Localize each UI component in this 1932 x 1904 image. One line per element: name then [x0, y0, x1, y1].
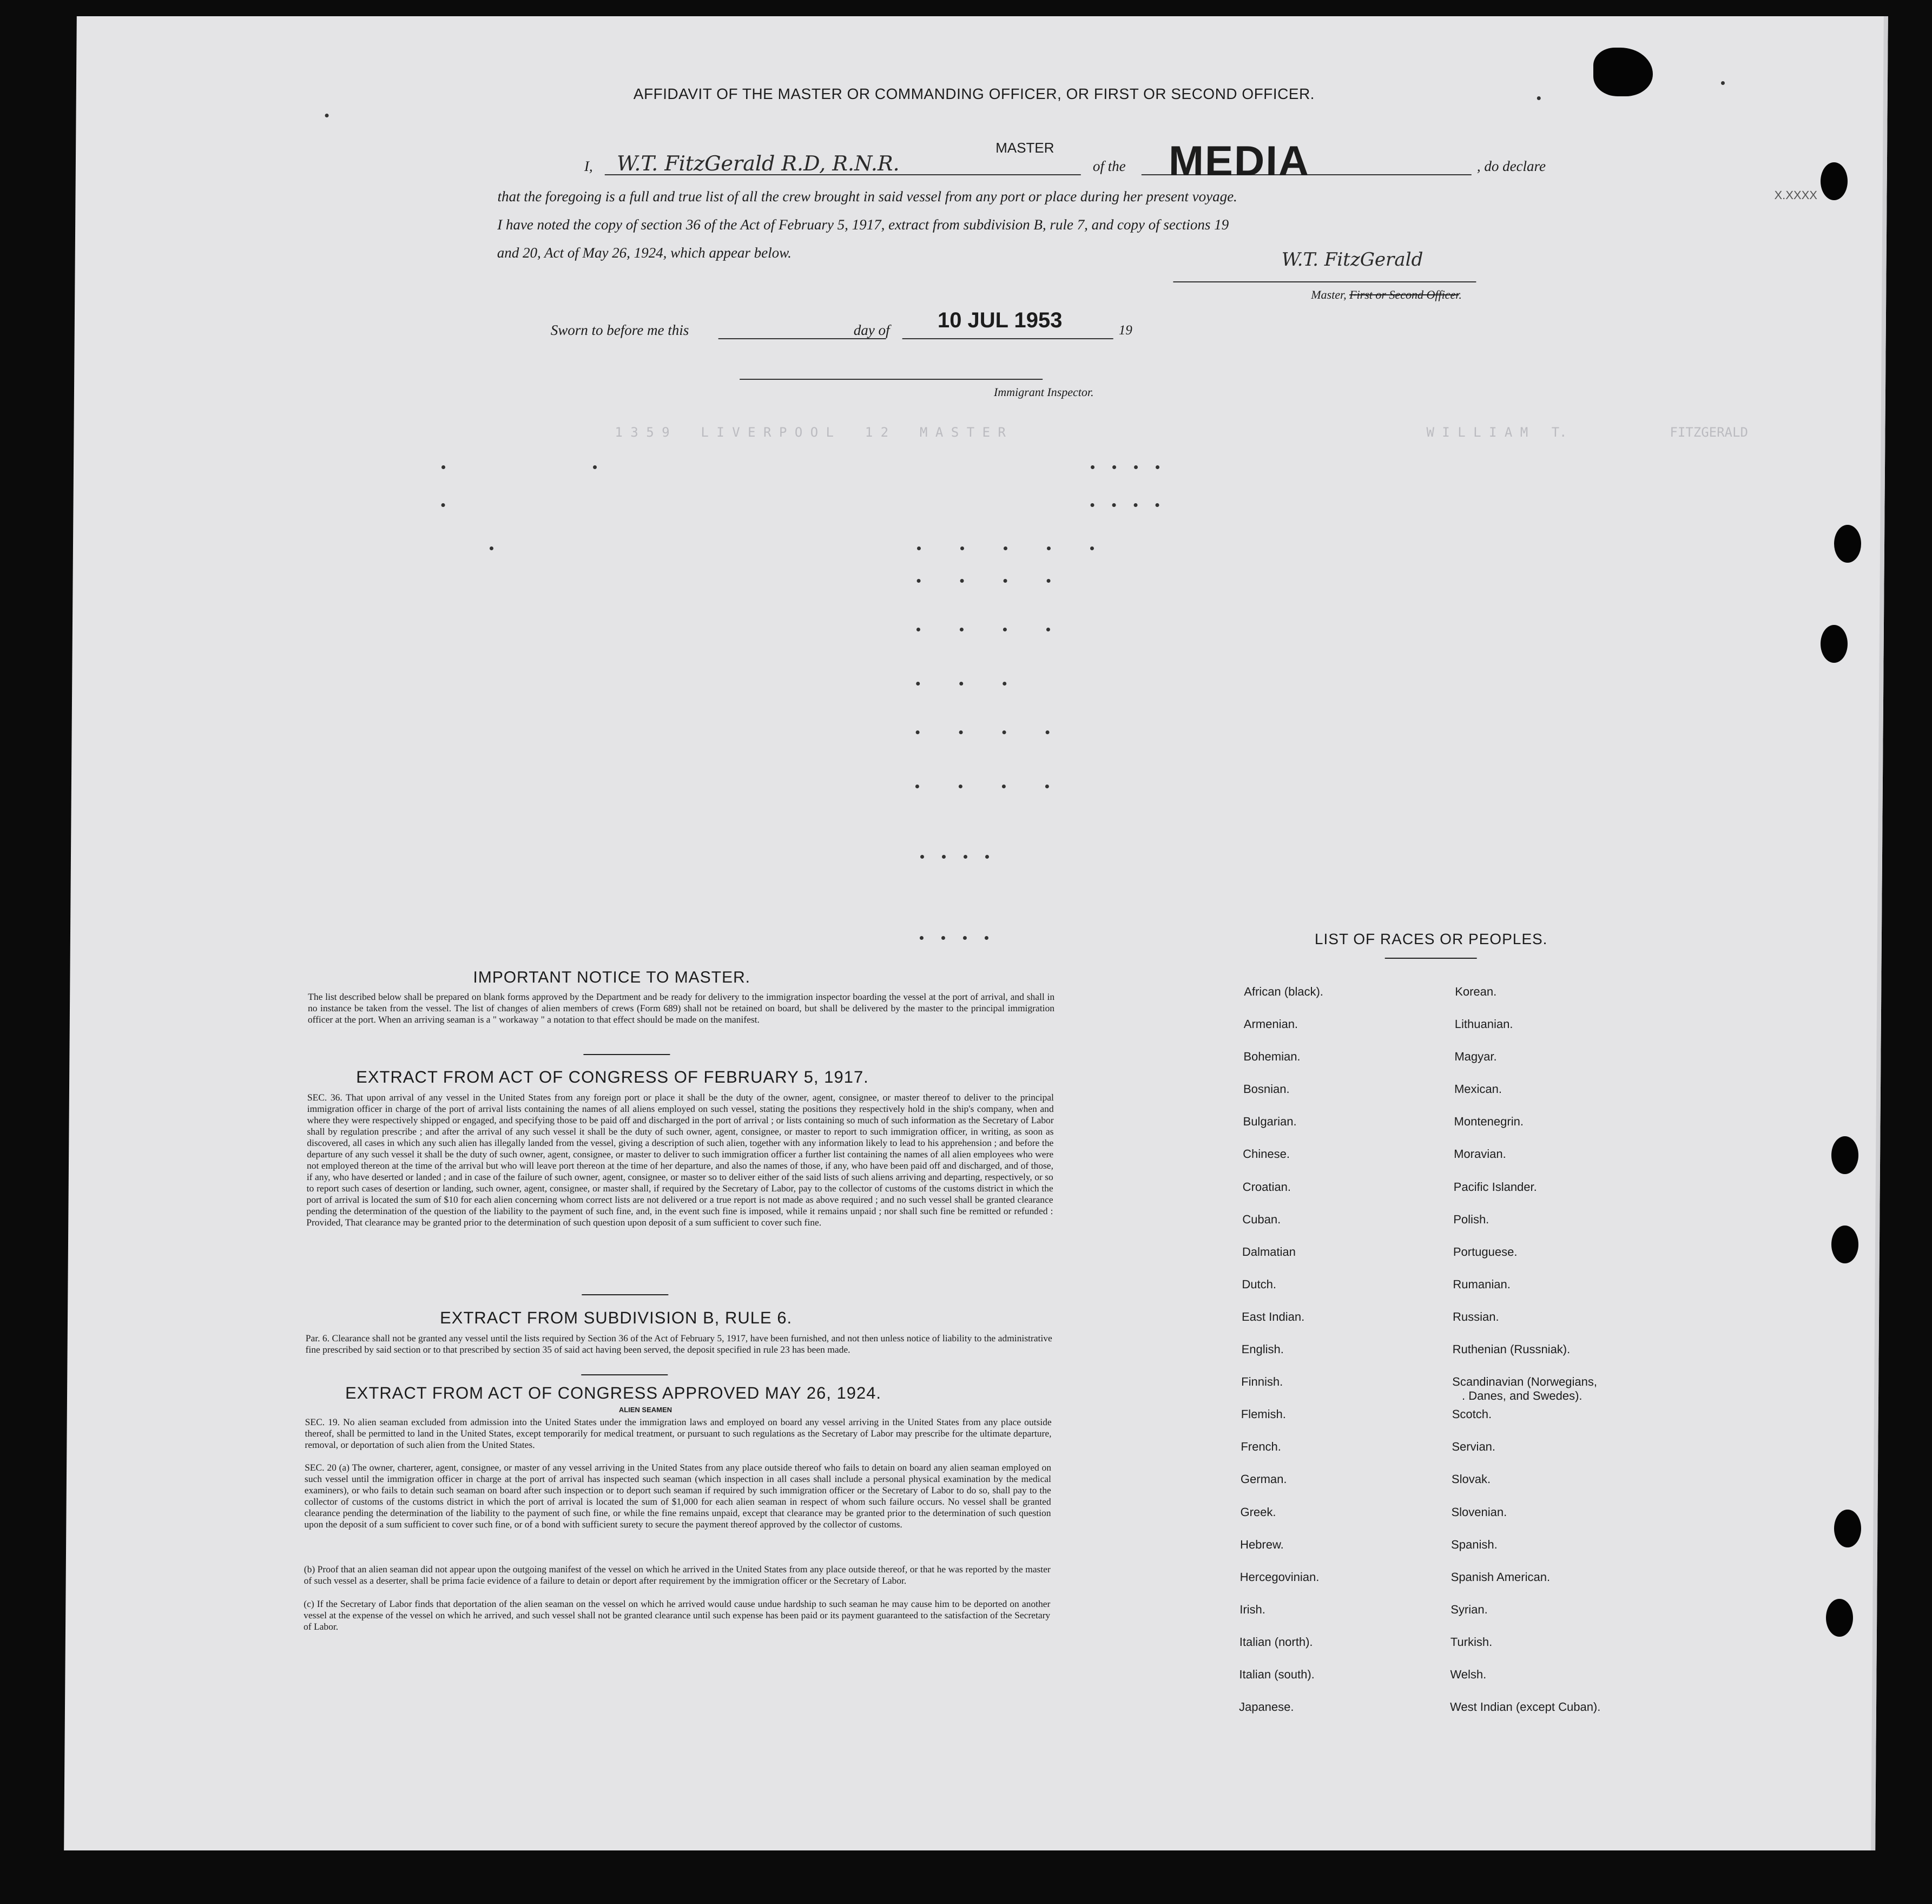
race-item: African (black). — [1244, 985, 1324, 998]
extract-1917-heading: EXTRACT FROM ACT OF CONGRESS OF FEBRUARY 5, 1917. — [356, 1068, 869, 1086]
race-item: Finnish. — [1241, 1375, 1283, 1389]
year-prefix: 19 — [1118, 323, 1132, 338]
signature-caption — [1311, 288, 1462, 302]
race-item: Bohemian. — [1243, 1050, 1301, 1064]
race-item: Polish. — [1453, 1212, 1489, 1226]
notice-heading: IMPORTANT NOTICE TO MASTER. — [473, 969, 751, 986]
extract-1924-sec19: SEC. 19. No alien seaman excluded from admission into the United States under the immigration laws and employed on board any vessel arriving in the United States from any place outside thereof, shall be permitted to land in the United States, except temporarily for medical treatment, or pursuant to such regulations as the Secretary of Labor may prescribe for the ultimate departure, removal, or deportation of such alien from the United States. — [305, 1417, 1052, 1450]
sworn-label: Sworn to before me this — [550, 322, 689, 338]
day-of-label: day of — [853, 322, 890, 338]
binder-hole — [1831, 1136, 1858, 1174]
race-item: Chinese. — [1243, 1147, 1290, 1161]
bleed-through-row: 1 3 5 9 L I V E R P O O L 1 2 M A S T E R — [615, 425, 1006, 440]
affidavit-line-2: that the foregoing is a full and true list of all the crew brought in said vessel from any port or place during her present voyage. — [497, 188, 1237, 205]
race-item: Pacific Islander. — [1453, 1180, 1537, 1194]
race-item: Ruthenian (Russniak). — [1452, 1342, 1571, 1356]
race-item: German. — [1240, 1472, 1287, 1486]
races-right-column — [1450, 985, 1606, 1732]
extract-1924-sec20b: (b) Proof that an alien seaman did not appear upon the outgoing manifest of the vessel on which he arrived in the United States from any place outside thereof, or that he was reported by the master of such vessel as a deserter, shall be prima facie evidence of a failure to detain or deport after requirement by the immigration officer or the Secretary of Labor. — [304, 1564, 1051, 1586]
race-item: Scotch. — [1452, 1407, 1492, 1421]
race-item: English. — [1241, 1342, 1284, 1356]
divider — [1385, 958, 1477, 959]
race-item: Servian. — [1452, 1440, 1496, 1454]
race-item: East Indian. — [1241, 1309, 1305, 1323]
binder-hole — [1826, 1599, 1853, 1637]
speck — [1537, 96, 1541, 100]
master-name-handwritten: W.T. FitzGerald R.D, R.N.R. — [616, 151, 900, 175]
affidavit-line-3: I have noted the copy of section 36 of the Act of February 5, 1917, extract from subdivision B, rule 7, and copy of sections 19 — [497, 216, 1229, 233]
race-item: Russian. — [1452, 1309, 1499, 1323]
margin-mark: X.XXXX — [1774, 188, 1818, 202]
inspector-caption: Immigrant Inspector. — [993, 385, 1094, 399]
divider — [583, 1054, 670, 1055]
race-item: Spanish American. — [1450, 1570, 1551, 1584]
race-item: Lithuanian. — [1454, 1017, 1513, 1031]
race-item: Rumanian. — [1453, 1277, 1511, 1291]
race-item: Japanese. — [1238, 1700, 1294, 1714]
i-prefix: I, — [584, 158, 593, 174]
race-item: Slovenian. — [1451, 1505, 1507, 1519]
bleed-through-row: W I L L I A M T. — [1426, 425, 1567, 440]
race-item: Korean. — [1455, 985, 1497, 998]
race-item: Irish. — [1239, 1602, 1266, 1616]
race-item: Italian (south). — [1239, 1667, 1315, 1681]
binder-hole — [1821, 625, 1848, 663]
date-stamp: 10 JUL 1953 — [937, 308, 1063, 332]
notice-body: The list described below shall be prepared on blank forms approved by the Department and be ready for delivery to the immigration inspector boarding the vessel at the port of arrival, and shall in no instance be taken from the vessel. The list of changes of alien members of crews (Form 689) shall not be retained on board, but shall be delivered by the master to the principal immigration officer at the port. When an arriving seaman is a " workaway " a notation to that effect should be made on the manifest. — [307, 991, 1055, 1025]
race-item: Welsh. — [1450, 1667, 1487, 1681]
extract-1924-heading: EXTRACT FROM ACT OF CONGRESS APPROVED MAY 26, 1924. — [345, 1383, 882, 1402]
extract-1924-sec20c: (c) If the Secretary of Labor finds that deportation of the alien seaman on the vessel on which he arrived would cause undue hardship to such seaman he may cause him to be deported on another vessel at the expense of the vessel on which he arrived, and such vessel shall not be granted clearance until such expense has been paid or its payment guaranteed to the satisfaction of the Secretary of Labor. — [303, 1598, 1051, 1632]
race-item: Turkish. — [1450, 1635, 1493, 1649]
affidavit-line-4: and 20, Act of May 26, 1924, which appear below. — [497, 245, 792, 261]
binder-hole — [1834, 525, 1861, 563]
race-item: Montenegrin. — [1454, 1115, 1524, 1129]
of-the-label: of the — [1092, 158, 1126, 174]
race-item: Mexican. — [1454, 1082, 1502, 1096]
race-item: Greek. — [1240, 1505, 1276, 1519]
race-item: Spanish. — [1451, 1537, 1498, 1551]
inspector-line — [740, 379, 1043, 380]
master-signature: W.T. FitzGerald — [1281, 249, 1423, 271]
rank-stamp: MASTER — [995, 140, 1054, 156]
race-item: Moravian. — [1454, 1147, 1506, 1161]
extract-rule6-heading: EXTRACT FROM SUBDIVISION B, RULE 6. — [439, 1308, 793, 1327]
speck — [325, 114, 329, 117]
race-item: Italian (north). — [1239, 1635, 1313, 1649]
race-item: West Indian (except Cuban). — [1449, 1700, 1601, 1714]
bleed-through-row: FITZGERALD — [1670, 425, 1749, 440]
divider — [581, 1374, 668, 1375]
manifest-page — [64, 16, 1888, 1850]
divider — [582, 1294, 668, 1295]
race-item: Syrian. — [1450, 1602, 1488, 1616]
race-item: Bosnian. — [1243, 1082, 1290, 1096]
race-item: Bulgarian. — [1243, 1115, 1297, 1129]
binder-hole — [1831, 1226, 1858, 1263]
alien-seamen-subheading: ALIEN SEAMEN — [618, 1406, 672, 1414]
caption-struck-officer: First or Second Officer — [1349, 288, 1459, 301]
affidavit-heading: AFFIDAVIT OF THE MASTER OR COMMANDING OFFICER, OR FIRST OR SECOND OFFICER. — [633, 85, 1315, 102]
speck — [1721, 81, 1725, 85]
caption-period: . — [1459, 288, 1462, 301]
race-item: Hercegovinian. — [1239, 1570, 1320, 1584]
race-item: Scandinavian (Norwegians, — [1452, 1375, 1598, 1389]
race-item: . Danes, and Swedes). — [1461, 1389, 1582, 1403]
vessel-name: MEDIA — [1168, 137, 1310, 185]
race-item: Dutch. — [1242, 1277, 1277, 1291]
race-item: Hebrew. — [1240, 1537, 1284, 1551]
race-item: Croatian. — [1242, 1180, 1291, 1194]
race-item: Portuguese. — [1453, 1244, 1518, 1259]
binder-hole — [1834, 1510, 1861, 1547]
month-line — [902, 338, 1113, 339]
caption-master: Master, — [1311, 288, 1350, 301]
race-item: Magyar. — [1454, 1050, 1497, 1064]
races-heading: LIST OF RACES OR PEOPLES. — [1314, 931, 1548, 947]
extract-1917-body: SEC. 36. That upon arrival of any vessel in the United States from any foreign port or place it shall be the duty of the owner, agent, consignee, or master thereof to deliver to the principal immigration officer in charge of the port of arrival lists containing the names of all aliens employed on such vessel, stating the positions they respectively hold in the ship's company, when and where they were respectively shipped or engaged, and specifying those to be paid off and discharged in the port of arrival ; or lists containing so much of such information as the Secretary of Labor shall by regulation prescribe ; and after the arrival of any such vessel it shall be the duty of such owner, agent, consignee, or master to report to such immigration officer, in writing, as soon as discovered, all cases in which any such alien has illegally landed from the vessel, giving a description of such alien, together with any information likely to lead to his apprehension ; and before the departure of any such vessel it shall be the duty of such owner, agent, consignee, or master to deliver to such immigration officer a further list containing the names of all alien employees who were not employed thereon at the time of the arrival but who will leave port thereon at the time of her departure, and also the names of those, if any, who have been paid off and discharged, and of those, if any, who have deserted or landed ; and in case of the failure of such owner, agent, consignee, or master so to deliver either of the said lists of such aliens arriving and departing, respectively, or so to report such cases of desertion or landing, such owner, agent, consignee, or master shall, if required by the Secretary of Labor, pay to the collector of customs of the customs district in which the port of arrival is located the sum of $10 for each alien concerning whom correct lists are not delivered or a true report is not made as above required ; and no such vessel shall be granted clearance pending the determination of the question of the liability to the payment of such fine, and, in the event such fine is imposed, while it remains unpaid ; nor shall such fine be remitted or refunded : Provided, That clearance may be granted prior to the determination of such question upon deposit of a sum sufficient to cover such fine. — [306, 1092, 1054, 1228]
signature-line — [1173, 281, 1476, 282]
extract-1924-sec20a: SEC. 20 (a) The owner, charterer, agent, consignee, or master of any vessel arriving in the United States from any place outside thereof who fails to detain on board any alien seaman employed on such vessel until the immigration officer in charge at the port of arrival has inspected such seaman (which inspection in all cases shall include a personal physical examination by the medical examiners), or who fails to detain such seaman on board after such inspection or to deport such seaman if required by such immigration officer or the Secretary of Labor to do so, shall pay to the collector of customs of the customs district in which the port of arrival is located the sum of $1,000 for each alien seaman in respect of whom such failure occurs. No vessel shall be granted clearance pending the determination of the liability to the payment of such fine, or while the fine remains unpaid, except that clearance may be granted prior to the determination of such question upon the deposit of a sum sufficient to cover such fine, or of a bond with sufficient surety to secure the payment thereof approved by the collector of customs. — [304, 1462, 1052, 1530]
race-item: Flemish. — [1241, 1407, 1287, 1421]
race-item: Slovak. — [1451, 1472, 1491, 1486]
binder-hole — [1821, 162, 1848, 200]
race-item: Dalmatian — [1242, 1244, 1296, 1259]
races-left-column — [1239, 985, 1323, 1732]
race-item: Armenian. — [1243, 1017, 1298, 1031]
extract-rule6-body: Par. 6. Clearance shall not be granted any vessel until the lists required by Section 36 of the Act of February 5, 1917, have been furnished, and not then unless notice of liability to the administrative fine prescribed by said section or to that prescribed by section 35 of said act having been served, the deposit specified in rule 23 has been made. — [305, 1333, 1052, 1355]
race-item: Cuban. — [1242, 1212, 1281, 1226]
race-item: French. — [1241, 1440, 1282, 1454]
do-declare-label: , do declare — [1476, 158, 1546, 174]
